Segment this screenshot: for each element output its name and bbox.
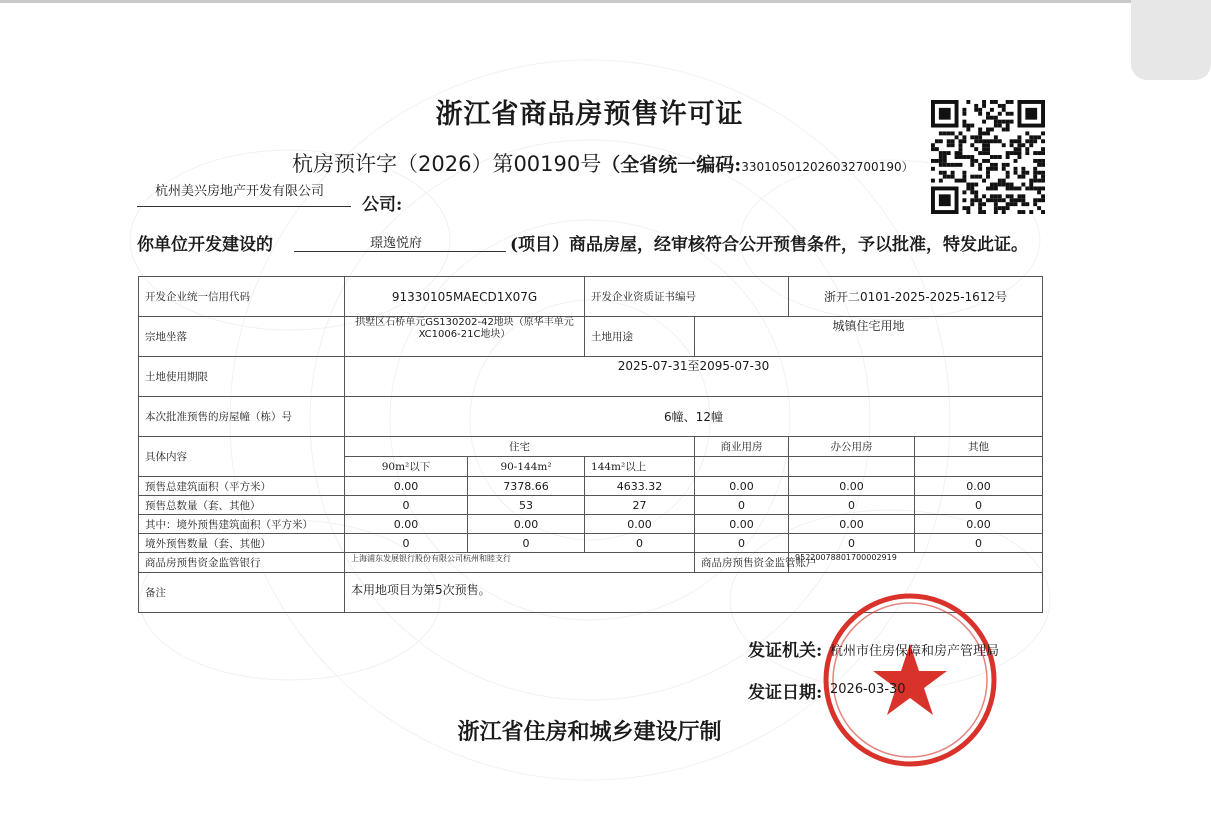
table-cell: 0.00: [468, 515, 585, 534]
unified-code: 330105012026032700190: [741, 160, 902, 174]
other-header: 其他: [915, 437, 1043, 457]
table-row: [139, 397, 1043, 437]
table-cell: 0.00: [915, 515, 1043, 534]
sub-header: 90m²以下: [345, 457, 468, 477]
company-underline: [137, 206, 351, 207]
certificate-number: 杭房预许字（2026）第00190号: [292, 152, 602, 176]
land-term-value: 2025-07-31至2095-07-30: [345, 357, 1043, 397]
table-cell: 0: [585, 534, 695, 553]
table-cell: 0: [345, 496, 468, 515]
land-use-label: 土地用途: [585, 317, 695, 357]
approval-suffix: (项目）商品房屋，经审核符合公开预售条件，予以批准，特发此证。: [510, 235, 1029, 255]
approval-prefix: 你单位开发建设的: [137, 235, 273, 255]
table-row: [139, 357, 1043, 397]
table-row: [139, 317, 1043, 357]
commercial-header: 商业用房: [695, 437, 789, 457]
corner-tab[interactable]: [1131, 0, 1211, 80]
bank-label: 商品房预售资金监管银行: [139, 553, 345, 573]
remark-value: 本用地项目为第5次预售。: [345, 573, 1043, 613]
account-label: 商品房预售资金监管账户: [695, 553, 789, 573]
table-row: [139, 553, 1043, 573]
table-cell: 0.00: [789, 477, 915, 496]
credit-code-label: 开发企业统一信用代码: [139, 277, 345, 317]
row-label: 境外预售数量（套、其他）: [139, 534, 345, 553]
buildings-label: 本次批准预售的房屋幢（栋）号: [139, 397, 345, 437]
table-row: [139, 277, 1043, 317]
table-cell: 7378.66: [468, 477, 585, 496]
bank-value: 上海浦东发展银行股份有限公司杭州和睦支行: [345, 553, 695, 573]
location-value: 拱墅区石桥单元GS130202-42地块（原华丰单元XC1006-21C地块）: [345, 317, 585, 357]
table-cell: 0.00: [695, 515, 789, 534]
table-cell: 27: [585, 496, 695, 515]
qr-code-icon: [931, 100, 1045, 214]
table-row: [139, 515, 1043, 534]
top-border: [0, 0, 1179, 3]
certificate-number-line: [292, 148, 914, 178]
content-label: 具体内容: [139, 437, 345, 477]
table-cell: 0: [915, 496, 1043, 515]
buildings-value: 6幢、12幢: [345, 397, 1043, 437]
table-cell: 0: [468, 534, 585, 553]
unified-code-close: ）: [901, 160, 914, 174]
row-label: 预售总数量（套、其他）: [139, 496, 345, 515]
land-term-label: 土地使用期限: [139, 357, 345, 397]
company-suffix: 公司:: [362, 195, 403, 215]
issue-date-value: 2026-03-30: [830, 682, 906, 697]
row-label: 其中：境外预售建筑面积（平方米）: [139, 515, 345, 534]
table-cell: 0: [789, 534, 915, 553]
qualification-number: 浙开二0101-2025-2025-1612号: [789, 277, 1043, 317]
project-underline: [294, 251, 506, 252]
table-cell: 0.00: [345, 477, 468, 496]
sub-header: 144m²以上: [585, 457, 695, 477]
land-use-value: 城镇住宅用地: [695, 317, 1043, 357]
remark-label: 备注: [139, 573, 345, 613]
account-value: 95220078801700002919: [789, 553, 1043, 573]
table-cell: 0.00: [695, 477, 789, 496]
table-row: [139, 477, 1043, 496]
unified-code-label: （全省统一编码:: [601, 154, 742, 176]
table-cell: 0: [695, 534, 789, 553]
issuer-value: 杭州市住房保障和房产管理局: [830, 644, 1000, 659]
issue-date-label: 发证日期:: [748, 683, 823, 703]
location-label: 宗地坐落: [139, 317, 345, 357]
table-row: [139, 534, 1043, 553]
qualification-label: 开发企业资质证书编号: [585, 277, 789, 317]
credit-code: 91330105MAECD1X07G: [345, 277, 585, 317]
certificate-title: 浙江省商品房预售许可证: [435, 99, 744, 130]
table-cell: 53: [468, 496, 585, 515]
table-cell: 0.00: [789, 515, 915, 534]
permit-table: [138, 276, 1043, 613]
table-cell: 0: [345, 534, 468, 553]
company-name: 杭州美兴房地产开发有限公司: [155, 184, 325, 199]
table-row: [139, 496, 1043, 515]
issuing-department-footer: 浙江省住房和城乡建设厅制: [457, 719, 722, 745]
row-label: 预售总建筑面积（平方米）: [139, 477, 345, 496]
table-cell: 0.00: [585, 515, 695, 534]
sub-header: 90-144m²: [468, 457, 585, 477]
table-cell: 0.00: [345, 515, 468, 534]
table-cell: 0.00: [915, 477, 1043, 496]
table-cell: 0: [695, 496, 789, 515]
office-header: 办公用房: [789, 437, 915, 457]
table-cell: 0: [915, 534, 1043, 553]
table-cell: 4633.32: [585, 477, 695, 496]
table-cell: 0: [789, 496, 915, 515]
project-name: 璟逸悦府: [370, 236, 423, 251]
residential-header: 住宅: [345, 437, 695, 457]
issuer-label: 发证机关:: [748, 641, 823, 661]
table-row: [139, 437, 1043, 457]
